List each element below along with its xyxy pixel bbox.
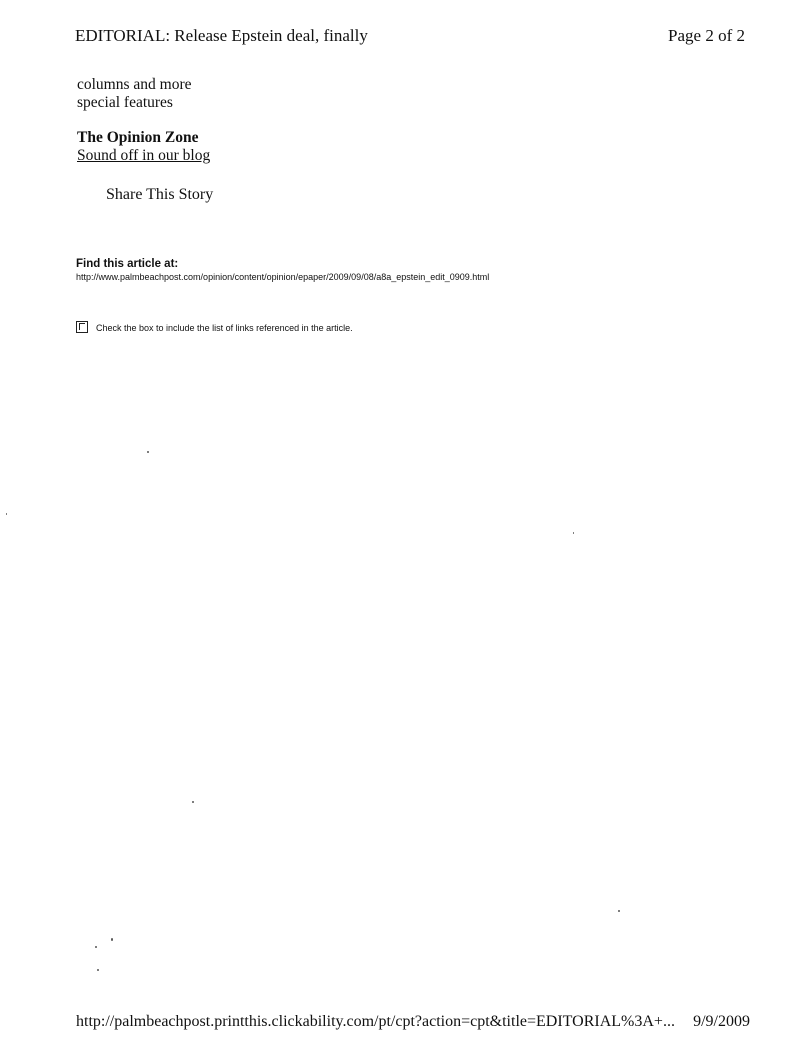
opinion-blog-link[interactable]: Sound off in our blog [77, 147, 211, 164]
opinion-zone-heading: The Opinion Zone [77, 129, 199, 146]
opinion-zone-block [77, 129, 210, 165]
page-header-title: EDITORIAL: Release Epstein deal, finally [75, 26, 368, 45]
checkbox-mark-icon [79, 323, 85, 330]
footer-date: 9/9/2009 [693, 1013, 750, 1030]
scan-speck [147, 451, 149, 453]
scan-speck [573, 532, 574, 534]
include-links-row [76, 321, 353, 333]
include-links-label: Check the box to include the list of links referenced in the article. [96, 323, 353, 333]
scan-speck [618, 910, 620, 912]
scan-speck [192, 801, 194, 803]
scan-speck [97, 969, 99, 971]
page-number: Page 2 of 2 [668, 26, 745, 45]
find-article-heading: Find this article at: [76, 258, 179, 270]
include-links-checkbox[interactable] [76, 321, 88, 333]
footer-url: http://palmbeachpost.printthis.clickability.com/pt/cpt?action=cpt&title=EDITORIAL%3A+... [76, 1013, 675, 1030]
article-url-link[interactable]: http://www.palmbeachpost.com/opinion/content/opinion/epaper/2009/09/08/a8a_epstein_edit_0909.html [76, 272, 490, 282]
scan-speck [6, 513, 7, 515]
scan-speck [111, 938, 113, 941]
promo-line-2: special features [77, 94, 173, 111]
promo-text-block [77, 76, 192, 112]
share-story-link[interactable]: Share This Story [106, 186, 214, 203]
scan-speck [95, 946, 97, 948]
promo-line-1: columns and more [77, 76, 192, 93]
